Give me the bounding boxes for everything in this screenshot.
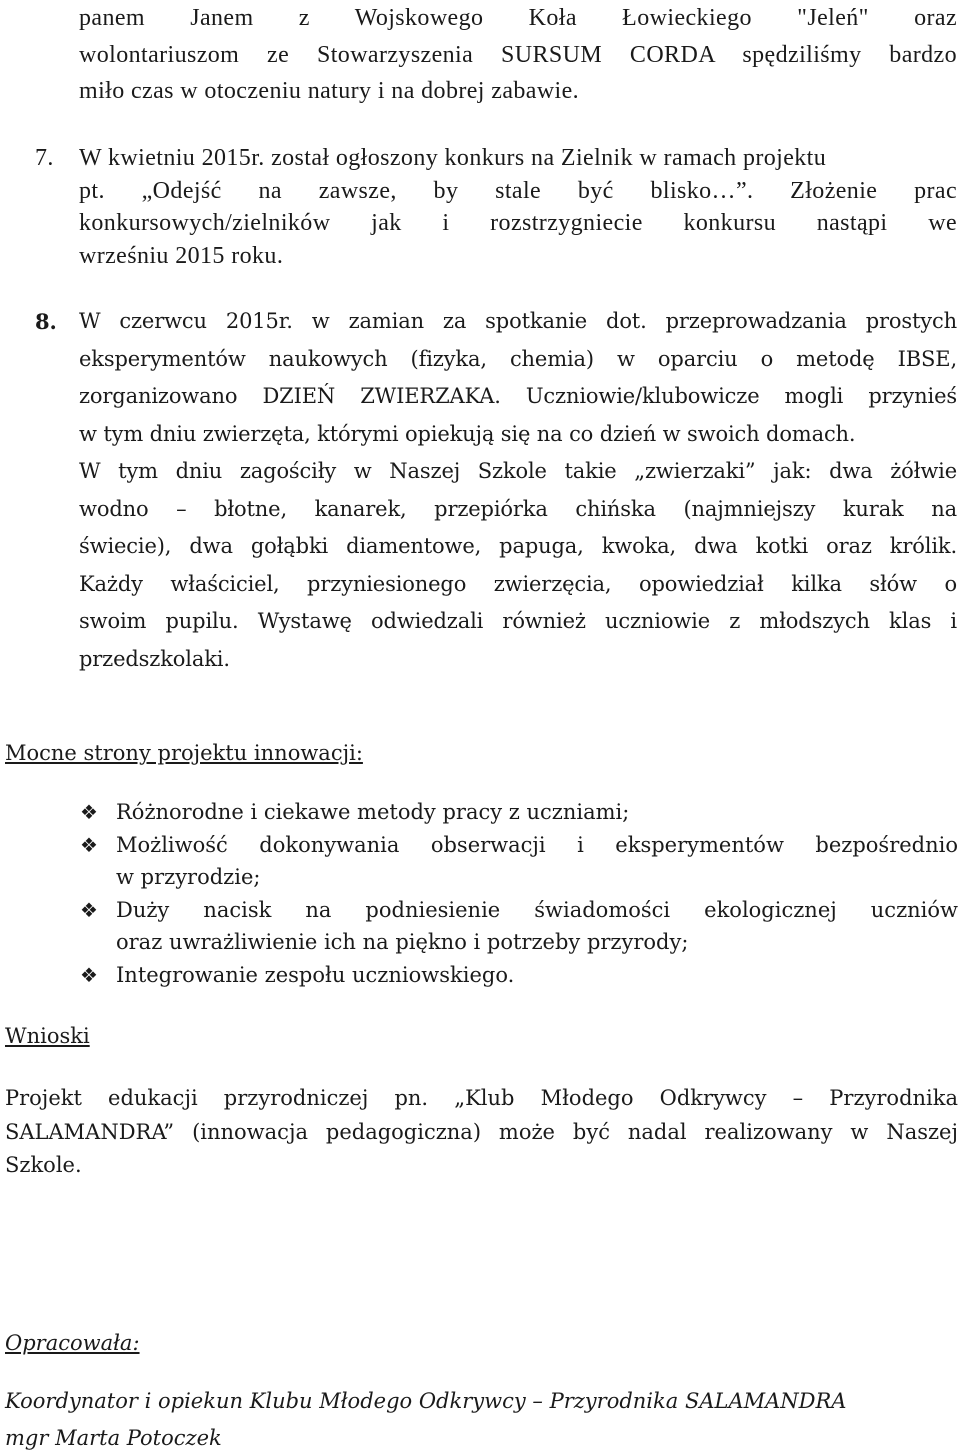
intro-line: panem Janem z Wojskowego Koła Łowieckiego "Jeleń" oraz bbox=[79, 5, 957, 31]
bullet-line: oraz uwrażliwienie ich na piękno i potrzeby przyrody; bbox=[116, 930, 689, 954]
signature-label: Opracowała: bbox=[5, 1331, 140, 1355]
bullet-line: w przyrodzie; bbox=[116, 865, 261, 889]
diamond-bullet-icon: ❖ bbox=[80, 832, 98, 857]
intro-line: miło czas w otoczeniu natury i na dobrej zabawie. bbox=[79, 78, 580, 104]
item8-line: Każdy właściciel, przyniesionego zwierzęcia, opowiedział kilka słów o bbox=[79, 571, 957, 596]
diamond-bullet-icon: ❖ bbox=[80, 962, 98, 987]
item8-line: zorganizowano DZIEŃ ZWIERZAKA. Uczniowie/klubowicze mogli przynieś bbox=[79, 384, 957, 408]
list-number: 8. bbox=[35, 309, 57, 334]
list-item bbox=[80, 829, 958, 894]
conclusion-line: Szkole. bbox=[5, 1153, 82, 1177]
item8-line: przedszkolaki. bbox=[79, 646, 230, 671]
conclusion-line: Projekt edukacji przyrodniczej pn. „Klub Młodego Odkrywcy – Przyrodnika bbox=[5, 1086, 958, 1110]
list-item-8 bbox=[35, 303, 957, 678]
item8-line: wodno – błotne, kanarek, przepiórka chińska (najmniejszy kurak na bbox=[79, 496, 957, 521]
item8-line: w tym dniu zwierzęta, którymi opiekują się na co dzień w swoich domach. bbox=[79, 421, 856, 446]
item7-line: konkursowych/zielników jak i rozstrzygniecie konkursu nastąpi we bbox=[79, 210, 957, 236]
strengths-heading: Mocne strony projektu innowacji: bbox=[5, 741, 363, 765]
bullet-line: Możliwość dokonywania obserwacji i eksperymentów bezpośrednio bbox=[116, 832, 958, 857]
item8-line: swoim pupilu. Wystawę odwiedzali również uczniowie z młodszych klas i bbox=[79, 609, 957, 633]
list-item bbox=[80, 959, 958, 992]
strengths-list bbox=[80, 796, 958, 991]
item8-line: świecie), dwa gołąbki diamentowe, papuga, kwoka, dwa kotki oraz królik. bbox=[79, 534, 957, 558]
item8-line: eksperymentów naukowych (fizyka, chemia) w oparciu o metodę IBSE, bbox=[79, 346, 957, 371]
bullet-line: Różnorodne i ciekawe metody pracy z uczniami; bbox=[116, 800, 630, 824]
item7-line: wrześniu 2015 roku. bbox=[79, 242, 284, 269]
conclusions-paragraph bbox=[5, 1082, 958, 1183]
conclusion-line: SALAMANDRA” (innowacja pedagogiczna) może być nadal realizowany w Naszej bbox=[5, 1119, 958, 1144]
list-item bbox=[80, 796, 958, 829]
conclusions-heading: Wnioski bbox=[5, 1024, 90, 1048]
intro-paragraph bbox=[79, 0, 957, 110]
signature-name: mgr Marta Potoczek bbox=[5, 1426, 222, 1450]
intro-line: wolontariuszom ze Stowarzyszenia SURSUM CORDA spędziliśmy bardzo bbox=[79, 41, 957, 68]
item8-line: W tym dniu zagościły w Naszej Szkole takie „zwierzaki” jak: dwa żółwie bbox=[79, 459, 957, 483]
signature-role: Koordynator i opiekun Klubu Młodego Odkrywcy – Przyrodnika SALAMANDRA bbox=[5, 1389, 847, 1413]
bullet-line: Integrowanie zespołu uczniowskiego. bbox=[116, 962, 515, 987]
list-item bbox=[80, 894, 958, 959]
item7-line: W kwietniu 2015r. został ogłoszony konkurs na Zielnik w ramach projektu bbox=[79, 145, 827, 171]
diamond-bullet-icon: ❖ bbox=[80, 800, 98, 824]
list-number: 7. bbox=[35, 145, 54, 171]
item8-line: W czerwcu 2015r. w zamian za spotkanie dot. przeprowadzania prostych bbox=[79, 309, 957, 333]
diamond-bullet-icon: ❖ bbox=[80, 897, 98, 922]
bullet-line: Duży nacisk na podniesienie świadomości ekologicznej uczniów bbox=[116, 897, 958, 922]
list-item-7 bbox=[35, 142, 957, 272]
item7-line: pt. „Odejść na zawsze, by stale być blisko…”. Złożenie prac bbox=[79, 177, 957, 204]
